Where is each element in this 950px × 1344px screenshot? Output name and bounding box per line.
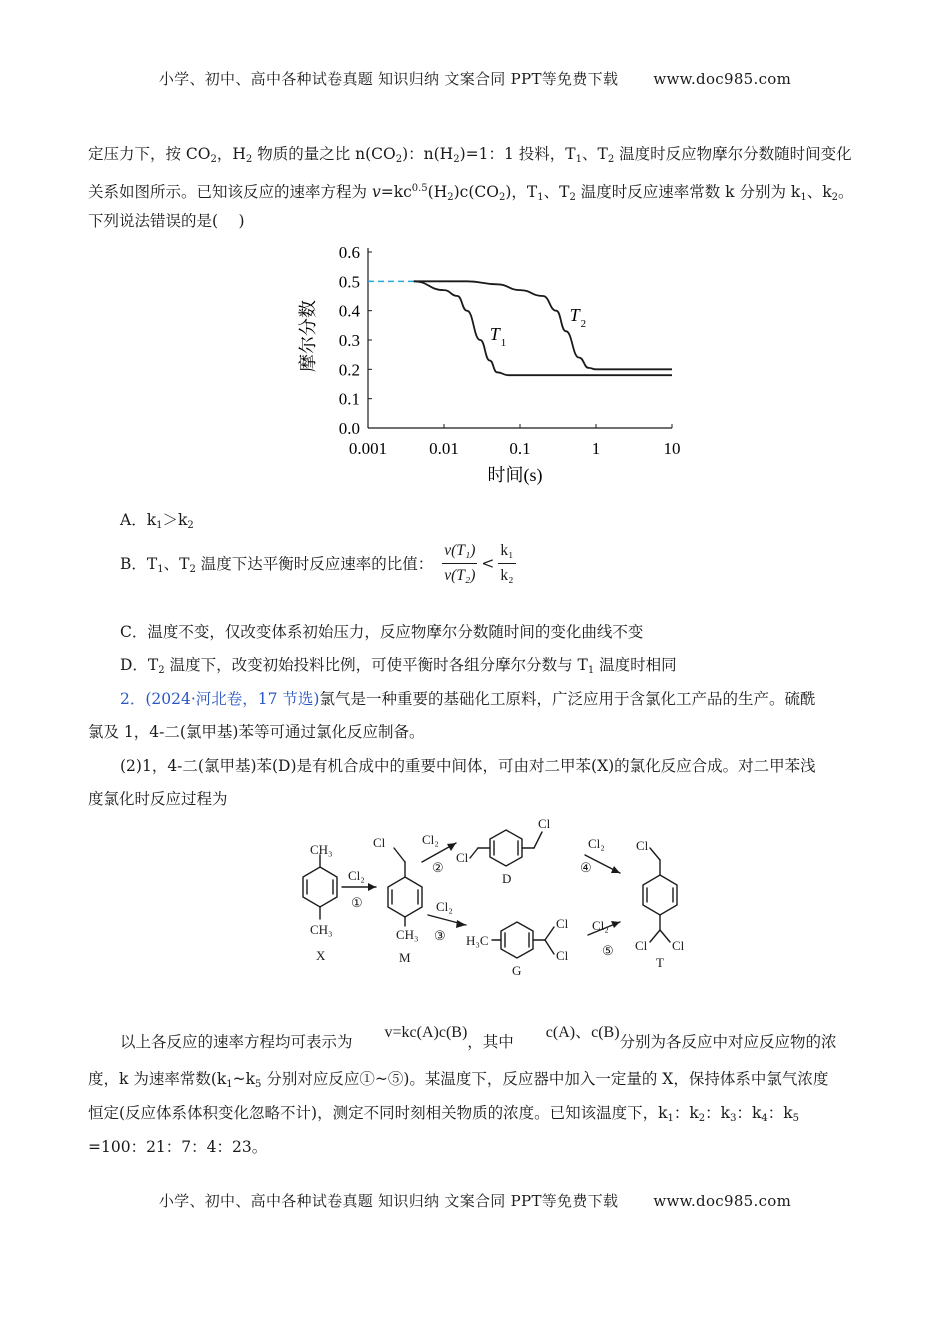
svg-text:Cl: Cl (538, 816, 551, 831)
label-g: G (512, 963, 522, 978)
footer-site[interactable]: www.doc985.com (653, 1192, 792, 1210)
q1-line1: 定压力下，按 $CO_2$，$H_2$ 物质的量之比 $n(CO_2)$：$n(H_2)=1$：1 投料，$T_1$、$T_2$ 温度时反应物摩尔分数随时间变化 (88, 145, 852, 165)
molecule-t (643, 848, 677, 942)
svg-text:Cl: Cl (456, 850, 469, 865)
chart-y-label: 摩尔分数 (298, 300, 318, 372)
svg-text:Cl₂: Cl₂ (588, 836, 605, 851)
svg-text:⑤: ⑤ (602, 943, 614, 958)
page-header (0, 68, 950, 89)
chart-x-label: 时间(s) (487, 465, 543, 485)
rate-ratio-fraction: $\frac{\text{v(T₁)}}{\text{v(T₂)}}$ (444, 542, 476, 584)
svg-text:Cl₂: Cl₂ (592, 918, 609, 933)
series-T1-label-sub: 1 (500, 337, 507, 349)
q1-line2: 关系如图所示。已知该反应的速率方程为 $v=kc^{0.5}(H_2)c(CO_2)$，$T_1$、$T_2$ 温度时反应速率常数 k 分别为 $k_1$、$k_2$。 (88, 183, 854, 203)
label-x: X (316, 948, 326, 963)
q1-line3: 下列说法错误的是( ) (88, 212, 245, 230)
svg-text:③: ③ (434, 928, 446, 943)
molecule-x (303, 855, 337, 919)
q2-line3: (2)1，4-二(氯甲基)苯(D)是有机合成中的重要中间体，可由对二甲苯(X)的氯化反应合成。对二甲苯浅 (120, 757, 816, 775)
header-text: 小学、初中、高中各种试卷真题 知识归纳 文案合同 PPT等免费下载 (158, 70, 619, 88)
svg-text:Cl: Cl (636, 838, 649, 853)
rate-equation: v=kc(A)c(B) (384, 1024, 468, 1041)
x-tick-label: 1 (591, 439, 601, 458)
page-footer (0, 1190, 950, 1211)
y-tick-label: 0.4 (338, 301, 360, 321)
y-tick-label: 0.0 (338, 419, 360, 438)
svg-text:H₃C: H₃C (466, 933, 489, 948)
label-t: T (656, 955, 664, 970)
q2-line6: 度，k 为速率常数($k_1\sim k_5$ 分别对应反应①~⑤)。某温度下，反应器中加入一定量的 X，保持体系中氯气浓度 (88, 1070, 829, 1090)
svg-text:Cl: Cl (373, 835, 386, 850)
option-b[interactable]: B．$T_1$、$T_2$ 温度下达平衡时反应速率的比值： $\frac{\text{v(T₁)}}{\text{v(T₂)}}$ < $\frac{\text{k₁}}{\text{k₂}}$ (120, 542, 514, 584)
svg-text:Cl₂: Cl₂ (348, 868, 365, 883)
chart-axes (339, 243, 681, 458)
x-tick-label: 10 (663, 439, 681, 458)
y-tick-label: 0.6 (338, 243, 360, 262)
reaction-scheme (270, 810, 710, 990)
x-tick-label: 0.1 (509, 439, 531, 458)
label-m: M (399, 950, 411, 965)
svg-text:①: ① (351, 895, 363, 910)
molecule-m (388, 848, 422, 926)
svg-text:Cl: Cl (556, 916, 569, 931)
series-T1-label: T (489, 324, 500, 344)
svg-text:②: ② (432, 860, 444, 875)
q2-line1: 2．(2024·河北卷，17 节选)氯气是一种重要的基础化工原料，广泛应用于含氯化工产品的生产。硫酰 (120, 690, 816, 708)
option-d[interactable]: D．$T_2$ 温度下，改变初始投料比例，可使平衡时各组分摩尔分数与 $T_1$ 温度时相同 (120, 656, 677, 676)
svg-text:Cl: Cl (672, 938, 685, 953)
svg-text:CH₃: CH₃ (310, 922, 333, 937)
option-c[interactable]: C．温度不变，仅改变体系初始压力，反应物摩尔分数随时间的变化曲线不变 (120, 623, 644, 641)
series-T2-label-sub: 2 (580, 317, 587, 330)
q2-line4: 度氯化时反应过程为 (88, 790, 228, 808)
svg-text:Cl₂: Cl₂ (436, 899, 453, 914)
svg-text:CH₃: CH₃ (396, 927, 419, 942)
y-tick-label: 0.3 (338, 331, 360, 350)
series-T2-label: T (569, 304, 580, 325)
q2-line2: 氯及 1，4-二(氯甲基)苯等可通过氯化反应制备。 (88, 723, 425, 741)
svg-text:④: ④ (580, 860, 592, 875)
footer-text: 小学、初中、高中各种试卷真题 知识归纳 文案合同 PPT等免费下载 (158, 1192, 619, 1210)
y-tick-label: 0.2 (338, 360, 360, 380)
chart-marks (368, 281, 672, 375)
q2-number: 2．(2024·河北卷，17 节选) (120, 690, 320, 708)
svg-text:CH₃: CH₃ (310, 842, 333, 857)
label-d: D (502, 871, 512, 886)
mole-fraction-chart (290, 238, 700, 493)
y-tick-label: 0.1 (338, 389, 360, 409)
y-tick-label: 0.5 (338, 272, 360, 292)
q2-line7: 恒定(反应体系体积变化忽略不计)，测定不同时刻相关物质的浓度。已知该温度下，$k_1$：$k_2$：$k_3$：$k_4$：$k_5$ (88, 1104, 799, 1124)
k-ratio-fraction: $\frac{\text{k₁}}{\text{k₂}}$ (500, 542, 514, 584)
option-a[interactable]: A．$k_1>k_2$ (120, 511, 194, 531)
x-tick-label: 0.001 (348, 439, 388, 458)
x-tick-label: 0.01 (429, 439, 459, 458)
q2-rate-line: 以上各反应的速率方程均可表示为v=kc(A)c(B)，其中c(A)、c(B)分别为各反应中对应反应物的浓 (88, 1016, 868, 1059)
molecule-g (492, 922, 554, 958)
molecule-d (470, 830, 542, 866)
q2-line8: =100：21：7：4：23。 (88, 1138, 268, 1156)
svg-text:Cl: Cl (556, 948, 569, 963)
svg-text:Cl₂: Cl₂ (422, 832, 439, 847)
svg-text:Cl: Cl (635, 938, 648, 953)
header-site[interactable]: www.doc985.com (653, 70, 792, 88)
